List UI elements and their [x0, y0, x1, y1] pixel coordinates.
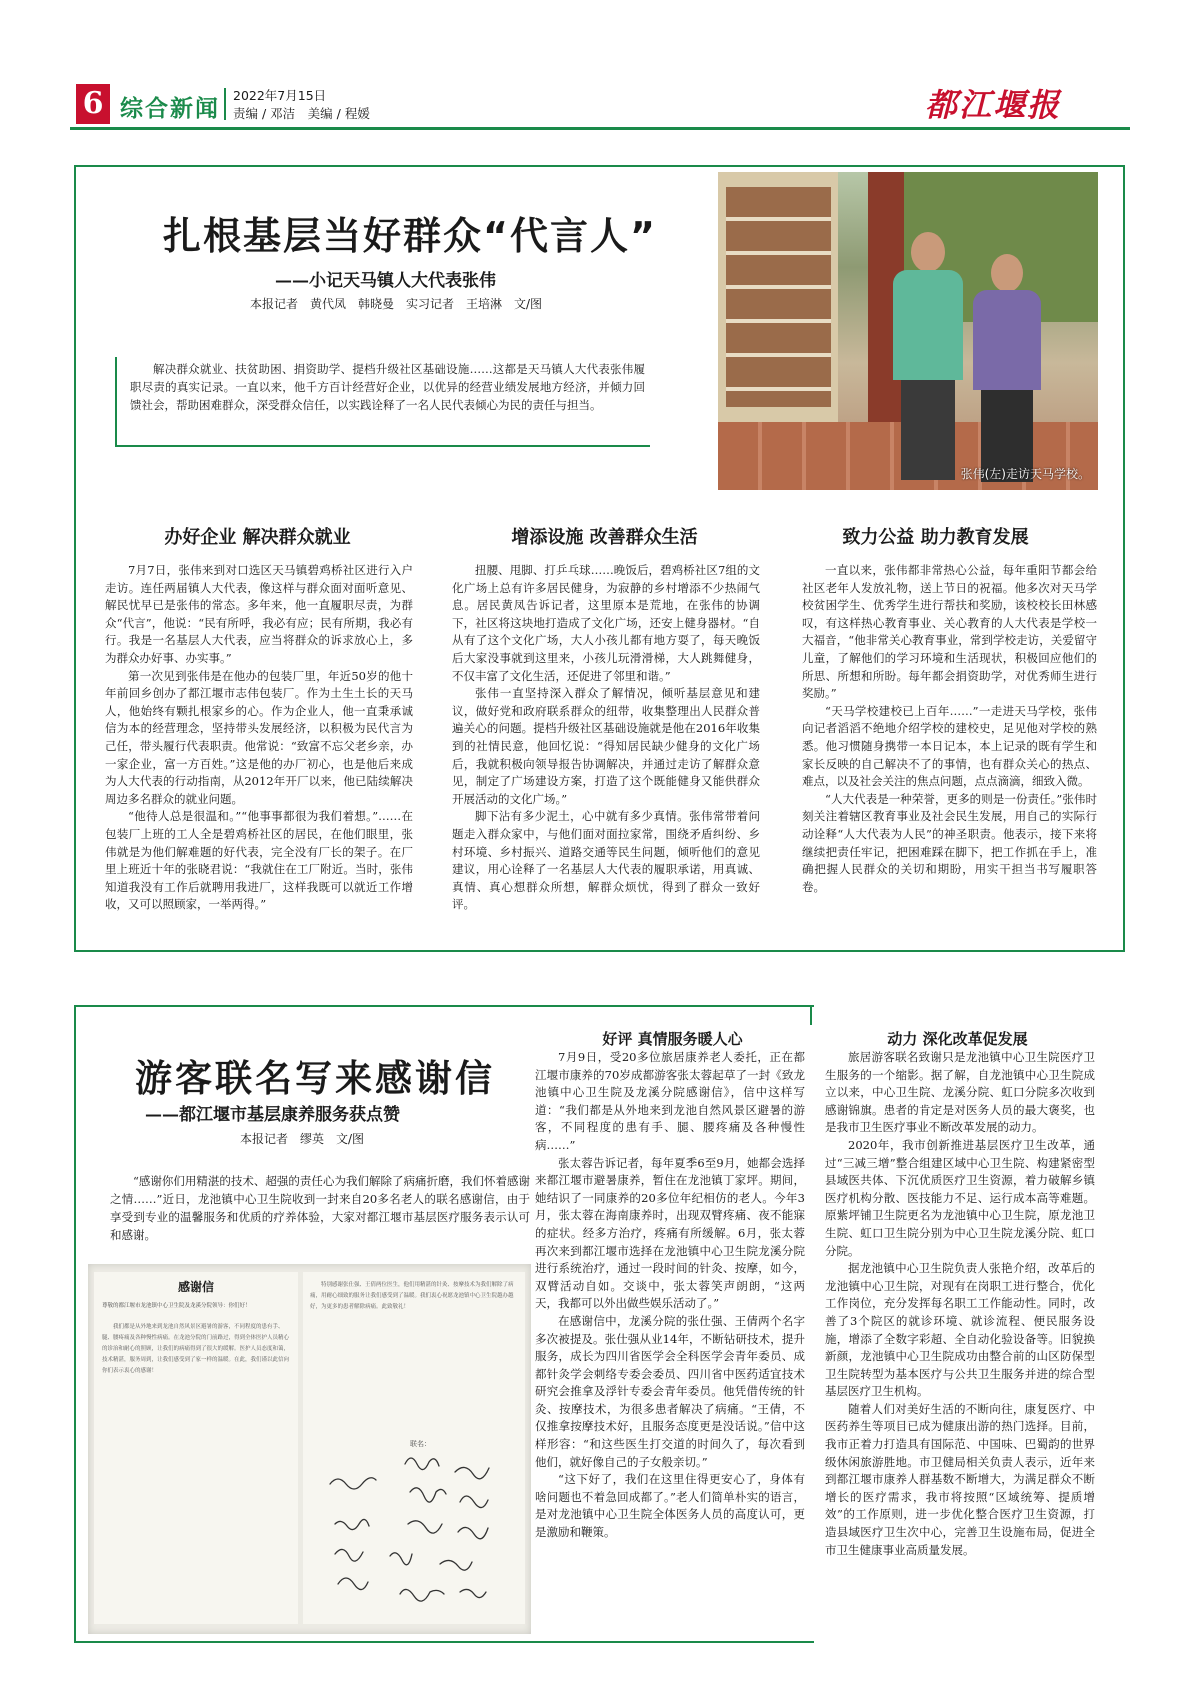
article1-col2-paragraph: 张伟一直坚持深入群众了解情况，倾听基层意见和建议，做好党和政府联系群众的纽带，收集整理出人民群众普遍关心的问题。提档升级社区基础设施就是他在2016年收集到的社情民意，他回忆说：“得知居民缺少健身的文化广场后，我就积极向领导报告协调解决，并通过走访了解群众意见，制定了广场建设方案，打造了这个既能健身又能供群众开展活动的文化广场。” [452, 686, 760, 806]
article2-frame-right [810, 1005, 812, 1025]
letter-signatures [310, 1444, 516, 1614]
article1-title: 扎根基层当好群众“代言人” [163, 214, 657, 258]
section-name: 综合新闻 [120, 96, 220, 122]
issue-date: 2022年7月15日 [233, 88, 327, 103]
article2-col1-paragraph: 7月9日，受20多位旅居康养老人委托，正在都江堰市康养的70岁成都游客张太蓉起草了一封《致龙池镇中心卫生院及龙溪分院感谢信》，信中这样写道：“我们都是从外地来到龙池自然风景区避暑的游客，不同程度的患有手、腿、腰疼痛及各种慢性病……” [535, 1050, 805, 1152]
article1-col3-paragraph: 一直以来，张伟都非常热心公益，每年重阳节都会给社区老年人发放礼物，送上节日的祝福。他多次对天马学校贫困学生、优秀学生进行帮扶和奖励，该校校长田林感叹，有这样热心教育事业、关心教育的人大代表是学校一大福音，“他非常关心教育事业，常到学校走访，关爱留守儿童，了解他们的学习环境和生活现状，积极回应他们的所思、所想和所盼。每年都会捐资助学，对优秀师生进行奖励。” [802, 563, 1097, 701]
article2-col1-paragraph: “这下好了，我们在这里住得更安心了，身体有啥问题也不着急回成都了。”老人们简单朴实的语言，是对龙池镇中心卫生院全体医务人员的高度认可，更是激励和鞭策。 [535, 1472, 805, 1540]
masthead-logo: 都江堰报 [925, 86, 1062, 124]
article2-col1 [535, 1049, 805, 1639]
article1-col2-paragraph: 扭腰、甩脚、打乒乓球……晚饭后，碧鸡桥社区7组的文化广场上总有许多居民健身，为寂静的乡村增添不少热闹气息。居民黄凤告诉记者，这里原本是荒地，在张伟的协调下，社区将这块地打造成了文化广场，还安上健身器材。“自从有了这个文化广场，大人小孩儿都有地方耍了，每天晚饭后大家没事就到这里来，小孩儿玩滑滑梯，大人跳舞健身，不仅丰富了文化生活，还促进了邻里和谐。” [452, 563, 760, 683]
page-number: 6 [82, 86, 104, 121]
article2-col2-paragraph: 随着人们对美好生活的不断向往，康复医疗、中医药养生等项目已成为健康出游的热门选择。目前，我市正着力打造具有国际范、中国味、巴蜀韵的世界级休闲旅游胜地。市卫健局相关负责人表示，近年来到都江堰市康养人群基数不断增大，为满足群众不断增长的医疗需求，我市将按照“区域统筹、提质增效”的工作原则，进一步优化整合医疗卫生资源，打造县域医疗卫生次中心，完善卫生设施布局，促进全市卫生健康事业高质量发展。 [825, 1401, 1095, 1557]
letter-title: 感谢信 [177, 1280, 214, 1294]
article2-col1-paragraph: 在感谢信中，龙溪分院的张仕强、王倩两个名字多次被提及。张仕强从业14年，不断钻研技术，提升服务，成长为四川省医学会全科医学会青年委员、成都针灸学会刺络专委会委员、四川省中医药适宜技术研究会推拿及浮针专委会青年委员。他凭借传统的针灸、按摩技术，为很多患者解决了病痛。“王倩，不仅推拿按摩技术好，且服务态度更是没话说。”信中这样形容：“和这些医生打交道的时间久了，每次看到他们，就好像自己的子女般亲切。” [535, 1313, 805, 1469]
letter-body-right: 特别感谢张仕强、王倩两位医生，他们用精湛的针灸、按摩技术为我们解除了病痛，用耐心细致的服务让我们感受到了温暖。我们衷心祝愿龙池镇中心卫生院越办越好，为更多的患者解除病痛。此致敬礼！ [310, 1282, 514, 1310]
article1-col1-paragraph: 7月7日，张伟来到对口选区天马镇碧鸡桥社区进行入户走访。连任两届镇人大代表，像这样与群众面对面听意见、解民忧早已是张伟的常态。多年来，他一直履职尽责，为群众“代言”，他说：“民有所呼，我必有应；民有所期，我必有行。我是一名基层人大代表，应当将群众的诉求放心上，多为群众办好事、办实事。” [105, 563, 413, 665]
article2-col2-paragraph: 旅居游客联名致谢只是龙池镇中心卫生院医疗卫生服务的一个缩影。据了解，自龙池镇中心卫生院成立以来，中心卫生院、龙溪分院、虹口分院多次收到感谢锦旗。患者的肯定是对医务人员的最大褒奖，也是我市卫生医疗事业不断改革发展的动力。 [825, 1050, 1095, 1135]
article2-lead: “感谢你们用精湛的技术、超强的责任心为我们解除了病痛折磨，我们怀着感谢之情……”近日，龙池镇中心卫生院收到一封来自20多名老人的联名感谢信，由于享受到专业的温馨服务和优质的疗养体验，大家对都江堰市基层医疗服务表示认可和感谢。 [110, 1174, 530, 1242]
photo-display-board [726, 187, 831, 407]
article1-col3-paragraph: “天马学校建校已上百年……”一走进天马学校，张伟向记者滔滔不绝地介绍学校的建校史，足见他对学校的熟悉。他习惯随身携带一本日记本，本上记录的既有学生和家长反映的自己解决不了的事情，也有群众关心的热点、难点，以及社会关注的焦点问题，点点滴滴，细致入微。 [802, 703, 1097, 789]
editors-line: 责编 / 邓洁 美编 / 程媛 [233, 106, 370, 121]
article1-byline: 本报记者 黄代凤 韩晓曼 实习记者 王培淋 文/图 [250, 297, 543, 311]
photo-person-right [973, 254, 1041, 484]
photo-person-left [893, 232, 963, 482]
header-divider [224, 88, 226, 120]
article1-col2 [452, 562, 760, 947]
article1-col1 [105, 562, 413, 947]
article2-col1-heading: 好评 真情服务暖人心 [602, 1030, 743, 1048]
article2-col2-heading: 动力 深化改革促发展 [887, 1030, 1028, 1048]
letter-body-left: 我们都是从外地来到龙池自然风景区避暑的游客，不同程度的患有手、腿、腰疼痛及各种慢性病痛。在龙池分院的门前路过，得到全体医护人员精心的诊治和耐心的照顾，让我们的病痛得到了很大的缓解。医护人员态度和蔼，技术精湛，服务周到，让我们感受到了家一样的温暖。在此，我们谨以此信向你们表示衷心的感谢！ [102, 1324, 290, 1374]
article1-col3-heading: 致力公益 助力教育发展 [842, 527, 1029, 548]
article1-col1-paragraph: “他待人总是很温和。”“他事事都很为我们着想。”……在包装厂上班的工人全是碧鸡桥社区的居民，在他们眼里，张伟就是为他们解难题的好代表，完全没有厂长的架子。在厂里上班近十年的张晓君说：“我就住在工厂附近。当时，张伟知道我没有工作后就聘用我进厂，这样我既可以就近工作增收，又可以照顾家，一举两得。” [105, 809, 413, 912]
thank-you-letter-photo [88, 1264, 531, 1634]
letter-sign-label: 联名： [410, 1440, 431, 1448]
handwritten-signatures [310, 1444, 516, 1614]
page-number-badge [76, 84, 110, 124]
article1-col2-heading: 增添设施 改善群众生活 [511, 527, 698, 548]
article2-title: 游客联名写来感谢信 [135, 1056, 495, 1100]
article1-col1-paragraph: 第一次见到张伟是在他办的包装厂里，年近50岁的他十年前回乡创办了都江堰市志伟包装厂。作为土生土长的天马人，他始终有颗扎根家乡的心。作为企业人，他一直秉承诚信为本的经营理念，坚持带头发展经济，以积极为民代言为己任，带头履行代表职责。他常说：“致富不忘父老乡亲，办一家企业，富一方百姓。”这是他的办厂初心，也是他后来成为人大代表的行动指南，从2012年开厂以来，他已陆续解决周边多名群众的就业问题。 [105, 668, 413, 806]
article2-col2 [825, 1049, 1095, 1639]
article1-photo [718, 172, 1098, 490]
article2-col2-paragraph: 据龙池镇中心卫生院负责人张艳介绍，改革后的龙池镇中心卫生院，对现有在岗职工进行整合，优化工作岗位，充分发挥每名职工工作能动性。同时，改善了3个院区的就诊环境、就诊流程、便民服务设施，增添了全数字彩超、全自动化验设备等。旧貌换新颜，龙池镇中心卫生院成功由整合前的山区防保型卫生院转型为基本医疗与公共卫生服务并进的综合型基层医疗卫生机构。 [825, 1261, 1095, 1399]
article2-byline: 本报记者 缪英 文/图 [240, 1132, 365, 1146]
article1-subtitle: ——小记天马镇人大代表张伟 [275, 271, 496, 291]
header-rule [70, 127, 1130, 130]
article1-photo-caption: 张伟(左)走访天马学校。 [960, 467, 1090, 481]
article1-col2-paragraph: 脚下沾有多少泥土，心中就有多少真情。张伟常带着问题走入群众家中，与他们面对面拉家常，围绕矛盾纠纷、乡村环境、乡村振兴、道路交通等民生问题，倾听他们的意见建议，用心诠释了一名基层人大代表的履职承诺，用真诚、真情、真心想群众所想，解群众烦忧，得到了群众一致好评。 [452, 809, 760, 912]
article2-col2-paragraph: 2020年，我市创新推进基层医疗卫生改革，通过“三减三增”整合组建区域中心卫生院、构建紧密型县域医共体、下沉优质医疗卫生资源，着力破解乡镇医疗机构分散、医技能力不足、运行成本高等难题。原紫坪铺卫生院更名为龙池镇中心卫生院，原龙池卫生院、虹口卫生院分别为中心卫生院龙溪分院、虹口分院。 [825, 1137, 1095, 1258]
article1-col3 [802, 562, 1097, 947]
article1-col3-paragraph: “人大代表是一种荣誉，更多的则是一份责任。”张伟时刻关注着辖区教育事业及社会民生发展，用自己的实际行动诠释“人大代表为人民”的神圣职责。他表示，接下来将继续把责任牢记，把困难踩在脚下，把工作抓在手上，准确把握人民群众的关切和期盼，用实干担当书写履职答卷。 [802, 791, 1097, 894]
article2-subtitle: ——都江堰市基层康养服务获点赞 [145, 1105, 400, 1125]
letter-greeting: 尊敬的都江堰市龙池镇中心卫生院及龙溪分院领导：你们好！ [102, 1303, 251, 1309]
page-header [70, 80, 1130, 125]
article1-lead: 解决群众就业、扶贫助困、捐资助学、提档升级社区基础设施……这都是天马镇人大代表张伟履职尽责的真实记录。一直以来，他千方百计经营好企业，以优异的经营业绩发展地方经济，并倾力回馈社会，帮助困难群众，深受群众信任，以实践诠释了一名人民代表倾心为民的责任与担当。 [130, 362, 645, 412]
article2-col1-paragraph: 张太蓉告诉记者，每年夏季6至9月，她都会选择来都江堰市避暑康养，暂住在龙池镇丁家坪。期间，她结识了一同康养的20多位年纪相仿的老人。今年3月，张太蓉在海南康养时，出现双臂疼痛、夜不能寐的症状。经多方治疗，疼痛有所缓解。6月，张太蓉再次来到都江堰市选择在龙池镇中心卫生院龙溪分院进行系统治疗，通过一段时间的针灸、按摩，如今，双臂活动自如。交谈中，张太蓉笑声朗朗，“这两天，我都可以外出做些娱乐活动了。” [535, 1155, 805, 1311]
article1-col1-heading: 办好企业 解决群众就业 [164, 527, 351, 548]
